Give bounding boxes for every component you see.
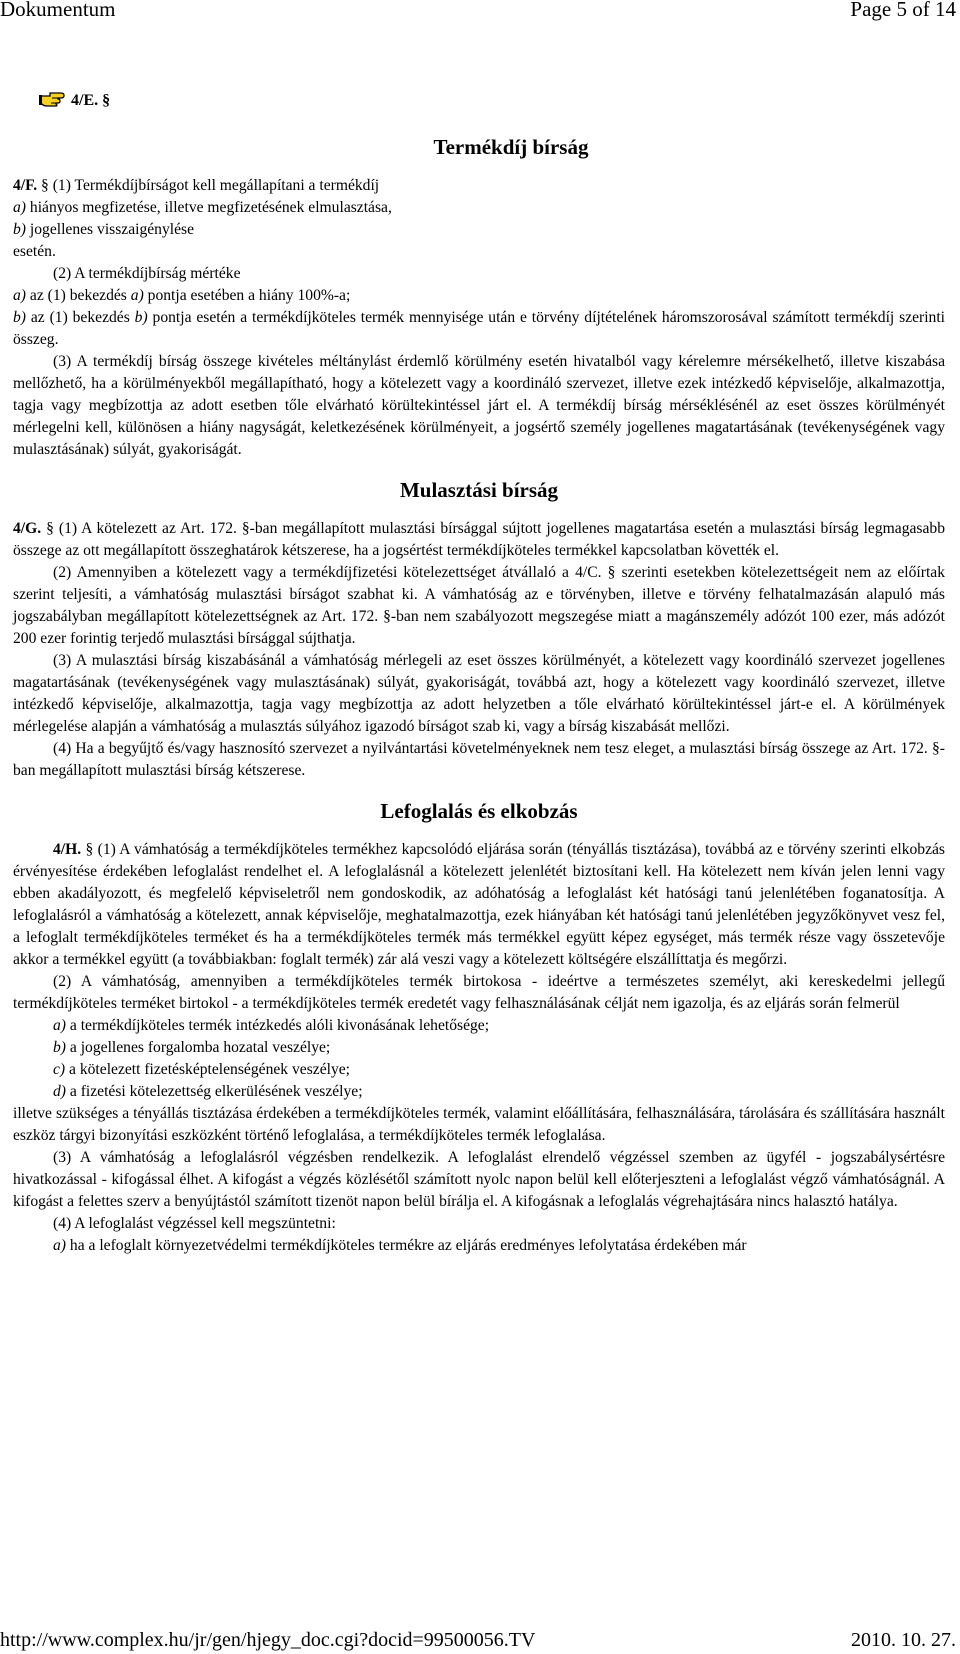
- list-item: b) az (1) bekezdés b) pontja esetén a termékdíjköteles termék mennyisége után e törvény díjtételének háromszorosával számított termékdíj szerinti összeg.: [13, 309, 945, 348]
- heading-lefoglalas-es-elkobzas: Lefoglalás és elkobzás: [380, 799, 578, 823]
- paragraph-4f-3: (3) A termékdíj bírság összege kivételes méltánylást érdemlő körülmény esetén hivatalból vagy kérelemre mérsékelhető, illetve kiszabása mellőzhető, ha a körülményekből megállapítható, hogy a kötelezett vagy a koordináló szervezet, illetve ezek intézkedő képviselője, alkalmazottja, tagja vagy megbízottja az adott esetben tőle elvárható körültekintéssel járt el. A termékdíj bírság mérséklésénél az eset összes körülményét mérlegelni kell, különösen a hiány nagyságát, keletkezésének körülményeit, a jogsértő személy jogellenes magatartásának (tevékenységének vagy mulasztásának) súlyát, gyakoriságát.: [13, 353, 945, 458]
- source-url[interactable]: http://www.complex.hu/jr/gen/hjegy_doc.cgi?docid=99500056.TV: [0, 1629, 536, 1651]
- paragraph-4h-2: (2) A vámhatóság, amennyiben a termékdíjköteles termék birtokosa - ideértve a természetes személyt, aki kereskedelmi jellegű termékdíjköteles terméket birtokol - a termékdíjköteles termék eredetét vagy felhasználásának célját nem igazolja, és az eljárás során felmerül: [13, 973, 945, 1012]
- paragraph-4g-4: (4) Ha a begyűjtő és/vagy hasznosító szervezet a nyilvántartási követelményeknek nem tesz eleget, a mulasztási bírság összege az Art. 172. §-ban megállapított mulasztási bírság kétszerese.: [13, 740, 945, 779]
- document-title: Dokumentum: [0, 0, 116, 21]
- list-item: a) az (1) bekezdés a) pontja esetében a hiány 100%-a;: [13, 287, 351, 304]
- pointing-hand-icon: [39, 86, 67, 108]
- list-item: b) a jogellenes forgalomba hozatal veszélye;: [53, 1039, 331, 1056]
- section-number: 4/H.: [53, 841, 82, 858]
- paragraph-4h-1: 4/H. § (1) A vámhatóság a termékdíjköteles termékhez kapcsolódó eljárása során (tényállás tisztázása), továbbá az e törvény szerinti elkobzás érvényesítése érdekében lefoglalást rendelhet el. A lefoglalásnál a kötelezett jelenlétét biztosítani kell. Ha kötelezett nem kíván jelen lenni vagy ebben akadályozott, és megfelelő képviseletről nem gondoskodik, az adóhatóság a lefoglalást két hatósági tanú jelenlétében foganatosítja. A lefoglalásról a vámhatóság a kötelezett, annak képviselője, meghatalmazottja, ezek hiányában két hatósági tanú jelenlétében jegyzőkönyvet vesz fel, a lefoglalt termékdíjköteles terméket és ha a termékdíjköteles termék más termékkel együtt képez egységet, más termék része vagy összetevője akkor a termékkel együtt (a továbbiakban: foglalt termék) zár alá veszi vagy a kötelezett költségére elszállíttatja és megőrzi.: [13, 841, 945, 968]
- paragraph-4f-1: 4/F. § (1) Termékdíjbírságot kell megállapítani a termékdíj: [13, 177, 380, 194]
- page-footer: [0, 1628, 960, 1652]
- section-number: 4/G.: [13, 520, 42, 537]
- document-body: [13, 84, 945, 1257]
- list-item: b) jogellenes visszaigénylése: [13, 221, 195, 238]
- page-header: [0, 0, 960, 22]
- paragraph-4h-3: (3) A vámhatóság a lefoglalásról végzésben rendelkezik. A lefoglalást elrendelő végzéssel szemben az ügyfél - jogszabálysértésre hivatkozással - kifogással élhet. A kifogást a végzés közlésétől számított nyolc napon belül kell előterjeszteni a lefoglalást végző vámhatóságnál. A kifogást a felettes szerv a benyújtástól számított tizenöt napon belül bírálja el. A kifogásnak a lefoglalás végrehajtására nincs halasztó hatálya.: [13, 1149, 945, 1210]
- print-date: 2010. 10. 27.: [851, 1629, 956, 1651]
- paragraph-text: esetén.: [13, 243, 56, 260]
- page-number: Page 5 of 14: [850, 0, 956, 21]
- heading-mulasztasi-birsag: Mulasztási bírság: [399, 478, 559, 502]
- paragraph-4g-2: (2) Amennyiben a kötelezett vagy a termékdíjfizetési kötelezettséget átvállaló a 4/C. § szerinti esetekben kötelezettségeit nem az előírtak szerint teljesíti, a vámhatóság mulasztási bírságot szabhat ki. A vámhatóság az e törvényben, illetve e törvény felhatalmazásán alapuló más jogszabályban megállapított kötelezettségnek az Art. 172. §-ban nem szabályozott megszegése miatt a magánszemély adózót 100 ezer, más adózót 200 ezer forintig terjedő mulasztási bírsággal sújthatja.: [13, 564, 945, 647]
- list-item: a) hiányos megfizetése, illetve megfizetésének elmulasztása,: [13, 199, 392, 216]
- list-item: c) a kötelezett fizetésképtelenségének veszélye;: [53, 1061, 350, 1078]
- paragraph-4g-3: (3) A mulasztási bírság kiszabásánál a vámhatóság mérlegeli az eset összes körülményét, a kötelezett vagy koordináló szervezet jogellenes magatartásának (tevékenységének vagy mulasztásának) súlyát, gyakoriságát, továbbá azt, hogy a kötelezett vagy koordináló szervezet, illetve intézkedő képviselője, alkalmazottja, tagja vagy megbízottja az adott helyzetben a tőle elvárható körültekintéssel járt-e el. A körülmények mérlegelése alapján a vámhatóság a mulasztás súlyához igazodó bírságot szab ki, vagy a bírság kiszabását mellőzi.: [13, 652, 945, 735]
- paragraph-4h-2-end: illetve szükséges a tényállás tisztázása érdekében a termékdíjköteles termék, valamint előállítására, felhasználására, tárolására és szállítására használt eszköz tárgyi bizonyítási eszközként történő lefoglalása, a termékdíjköteles termék lefoglalása.: [13, 1105, 945, 1144]
- list-item: a) a termékdíjköteles termék intézkedés alóli kivonásának lehetősége;: [53, 1017, 490, 1034]
- list-item: d) a fizetési kötelezettség elkerülésének veszélye;: [53, 1083, 363, 1100]
- section-number: 4/F.: [13, 177, 38, 194]
- heading-termekdij-birsag: Termékdíj bírság: [433, 135, 589, 159]
- section-ref-4e[interactable]: [13, 84, 945, 132]
- list-item: a) ha a lefoglalt környezetvédelmi termékdíjköteles termékre az eljárás eredményes lefolytatása érdekében már: [53, 1237, 747, 1254]
- section-ref-label: 4/E. §: [71, 92, 111, 109]
- paragraph-4h-4: (4) A lefoglalást végzéssel kell megszüntetni:: [53, 1215, 336, 1232]
- paragraph-4f-2: (2) A termékdíjbírság mértéke: [53, 265, 241, 282]
- paragraph-4g-1: 4/G. § (1) A kötelezett az Art. 172. §-ban megállapított mulasztási bírsággal sújtott jogellenes magatartása esetén a mulasztási bírság legmagasabb összege az ott megállapított összeghatárok kétszerese, ha a jogsértést termékdíjköteles termékkel kapcsolatban követték el.: [13, 520, 945, 559]
